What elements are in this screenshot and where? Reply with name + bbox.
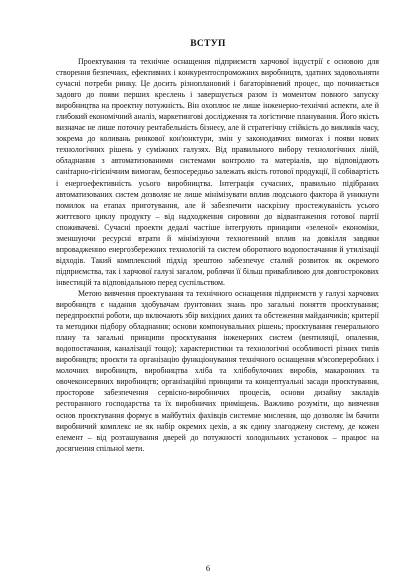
body-text [56, 56, 379, 454]
page-title: ВСТУП [190, 39, 226, 49]
paragraph-intro: Проектування та технічне оснащення підприємств харчової індустрії є основою для створення безпечних, ефективних і конкурентоспроможних виробництв, здатних задовольняти сучасні потреби ринку. Це досить різноплановий і багаторівневий процес, що починається задовго до появи перших креслень і завершується разом із моментом повного запуску виробництва на проектну потужність. Він охоплює не лише інженерно-технічні аспекти, але й глибокий економічний аналіз, маркетингові дослідження та логістичне планування. Його якість визначає не лише поточну рентабельність бізнесу, але й стратегічну стійкість до викликів часу, зокрема до коливань ринкової кон'юнктури, змін у законодавчих вимогах і появи нових технологічних рішень у суміжних галузях. Від правильного вибору технологічних ліній, обладнання з автоматизованими системами контролю та матеріалів, що відповідають санітарно-гігієнічним вимогам, безпосередньо залежать якість готової продукції, її собівартість і енергоефективність усього виробництва. Інтеграція сучасних, правильно підібраних автоматизованих систем дозволяє не лише мінімізувати вплив людського фактора й уникнути помилок на етапах приготування, але й забезпечити наскрізну простежуваність усього життєвого циклу продукту – від надходження сировини до відвантаження готової партії споживачеві. Сучасні проекти дедалі частіше інтегрують принципи «зеленої» економіки, зменшуючи ресурсні втрати й мінімізуючи техногенний вплив на довкілля завдяки впровадженню енергозбережних технологій та систем оборотного водопостачання й утилізації відходів. Такий комплексний підхід зрештою забезпечує сталий розвиток як окремого підприємства, так і харчової галузі загалом, роблячи її більш привабливою для довгострокових інвестицій та відповідальною перед суспільством. [56, 57, 379, 287]
page-number: 6 [205, 563, 211, 573]
paragraph-goal: Метою вивчення проектування та технічного оснащення підприємств у галузі харчових виробництв є надання здобувачам ґрунтовних знань про загальні поняття проєктування; передпроєктні роботи, що включають збір вихідних даних та обстеження майданчиків; критерії та методики підбору обладнання; основи компонувальних рішень; проєктування генерального плану та загальні принципи проєктування інженерних систем (вентиляції, опалення, водопостачання, каналізації тощо); характеристики та технологічні особливості різних типів виробництв; проєкти та організацію функціонування технічного оснащення м'ясопереробних і молочних виробництв, виробництва хліба та хлібобулочних виробів, макаронних та овочеконсервних виробництв; організаційні принципи та концептуальні засади проєктування, просторове забезпечення сервісно-виробничих процесів, основи дизайну закладів ресторанного господарства та їх виробничих приміщень. Важливо розуміти, що вивчення основ проєктування формує в майбутніх фахівців системне мислення, що дозволяє їм бачити виробничий комплекс не як набір окремих цехів, а як єдину злагоджену систему, де кожен елемент – від розташування дверей до потужності холодильних установок – працює на досягнення спільної мети. [56, 288, 379, 453]
